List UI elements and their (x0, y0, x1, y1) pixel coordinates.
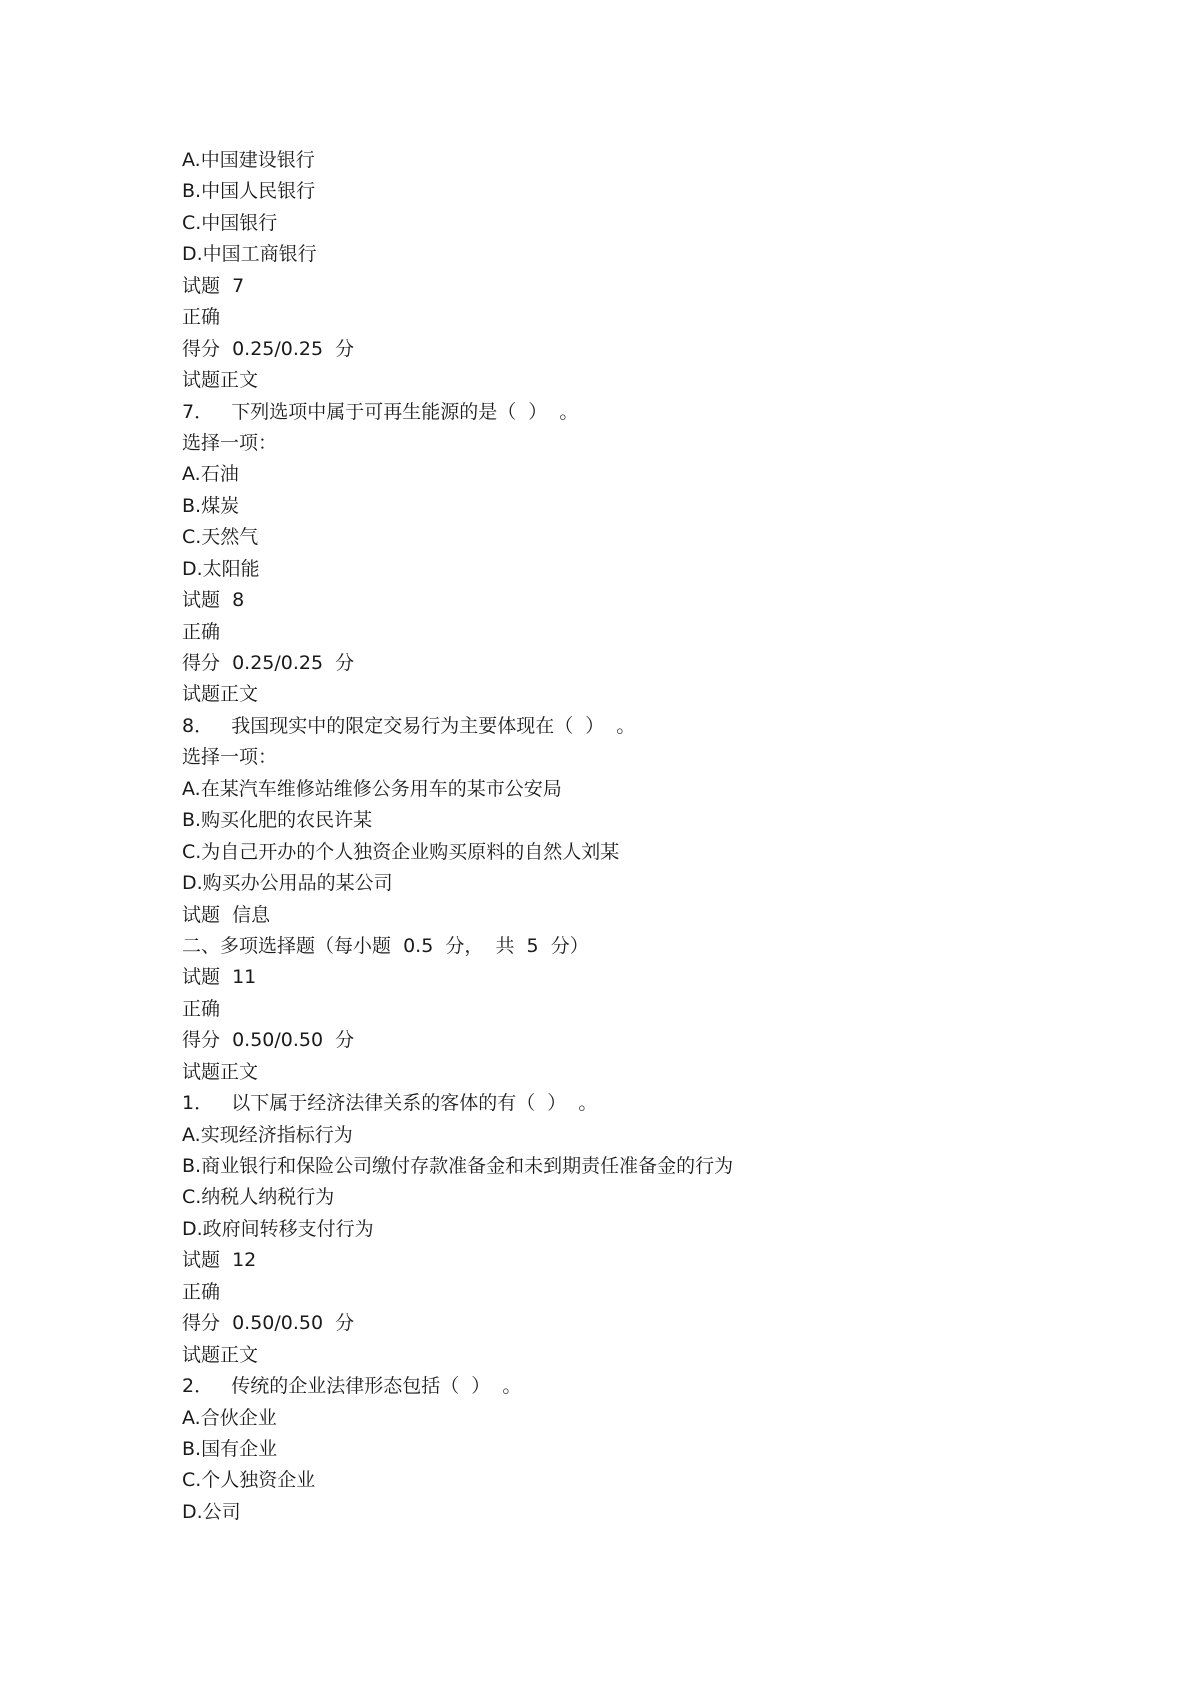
text-line: 得分 0.50/0.50 分 (182, 1312, 355, 1335)
text-line: 试题 11 (182, 966, 257, 989)
text-line: C.中国银行 (182, 211, 278, 234)
text-line: A.石油 (182, 463, 239, 486)
text-line: A.合伙企业 (182, 1406, 277, 1429)
document-body (182, 145, 1082, 1528)
text-line: 8． 我国现实中的限定交易行为主要体现在（ ） 。 (182, 714, 636, 737)
text-line: C.为自己开办的个人独资企业购买原料的自然人刘某 (182, 840, 620, 863)
text-line: 正确 (182, 620, 221, 643)
text-line: 选择一项： (182, 746, 278, 769)
text-line: C.纳税人纳税行为 (182, 1186, 335, 1209)
text-line: 2． 传统的企业法律形态包括（ ） 。 (182, 1375, 522, 1398)
text-line: B.煤炭 (182, 494, 240, 517)
text-line: 试题 信息 (182, 903, 271, 926)
text-line: 7． 下列选项中属于可再生能源的是（ ） 。 (182, 400, 579, 423)
text-line: D.公司 (182, 1500, 241, 1523)
text-line: 正确 (182, 306, 221, 329)
text-line: 试题正文 (182, 683, 259, 706)
text-line: 正确 (182, 1280, 221, 1303)
text-line: 得分 0.25/0.25 分 (182, 652, 355, 674)
text-line: B.购买化肥的农民许某 (182, 809, 373, 832)
text-line: 试题正文 (182, 1343, 259, 1366)
text-line: B.中国人民银行 (182, 180, 316, 203)
text-line: B.国有企业 (182, 1437, 278, 1460)
text-line: 1． 以下属于经济法律关系的客体的有（ ） 。 (182, 1092, 598, 1115)
text-line: A.在某汽车维修站维修公务用车的某市公安局 (182, 777, 562, 800)
text-line: 试题 12 (182, 1249, 257, 1272)
text-line: 正确 (182, 997, 221, 1020)
text-line: B.商业银行和保险公司缴付存款准备金和未到期责任准备金的行为 (182, 1155, 734, 1177)
text-line: 二、多项选择题（每小题 0.5 分， 共 5 分） (182, 934, 589, 957)
text-line: A.中国建设银行 (182, 149, 315, 171)
text-line: D.购买办公用品的某公司 (182, 872, 393, 895)
text-line: 试题正文 (182, 1060, 259, 1083)
text-line: C.天然气 (182, 526, 259, 549)
text-line: 得分 0.50/0.50 分 (182, 1029, 355, 1052)
text-line: 选择一项： (182, 431, 278, 454)
text-line: 试题 8 (182, 589, 245, 612)
text-line: D.政府间转移支付行为 (182, 1217, 374, 1240)
text-line: C.个人独资企业 (182, 1469, 316, 1492)
text-line: D.太阳能 (182, 557, 260, 580)
text-line: D.中国工商银行 (182, 243, 317, 266)
text-line: 试题 7 (182, 274, 245, 297)
text-line: 试题正文 (182, 369, 259, 392)
text-line: 得分 0.25/0.25 分 (182, 337, 355, 360)
text-line: A.实现经济指标行为 (182, 1123, 353, 1146)
